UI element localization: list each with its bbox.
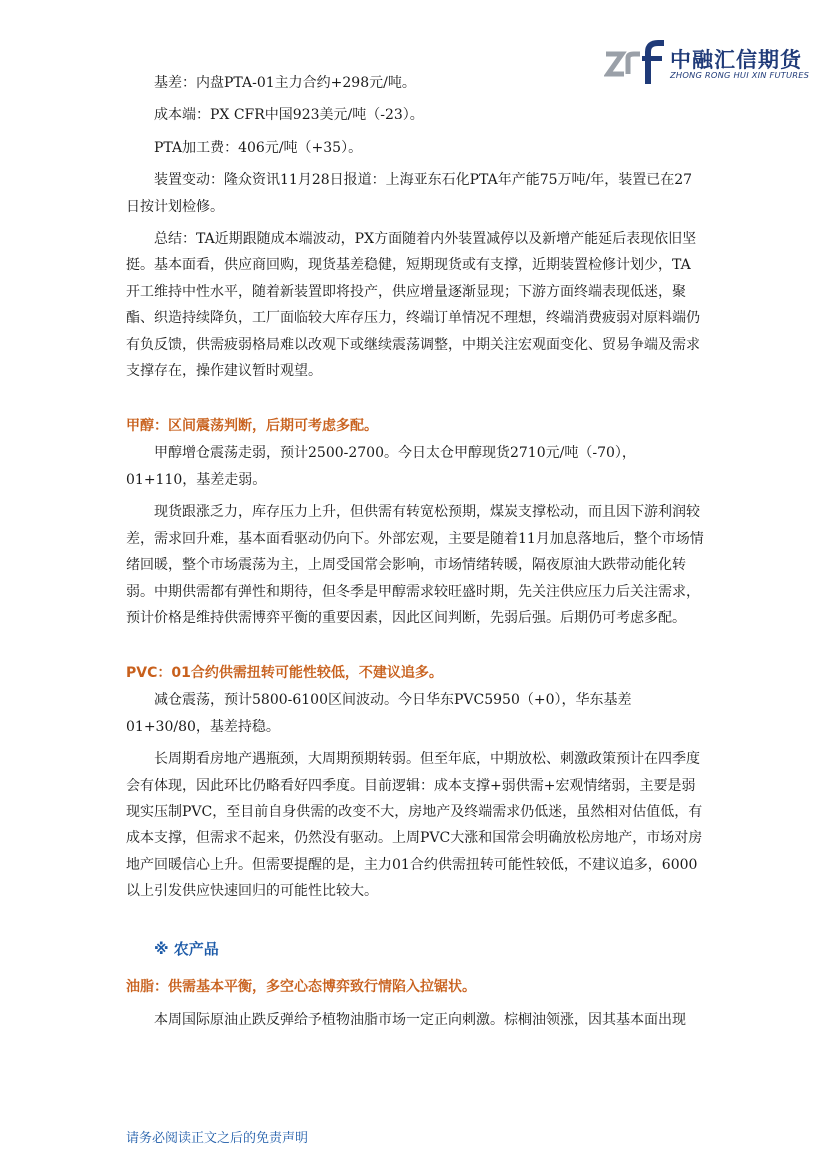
- disclaimer-footer: 请务必阅读正文之后的免责声明: [126, 1131, 309, 1146]
- methanol-heading: 甲醇：区间震荡判断，后期可考虑多配。: [126, 418, 378, 435]
- pvc-heading: PVC：01合约供需扭转可能性较低，不建议追多。: [126, 665, 443, 682]
- logo-chinese-name: 中融汇信期货: [670, 48, 802, 72]
- pta-device-change: 装置变动：隆众资讯11月28日报道：上海亚东石化PTA年产能75万吨/年，装置已在27日按计划检修。: [126, 172, 693, 215]
- oil-heading: 油脂：供需基本平衡，多空心态博弈致行情陷入拉锯状。: [126, 978, 476, 995]
- pta-cost: 成本端：PX CFR中国923美元/吨（-23）。: [154, 107, 424, 124]
- methanol-paragraph-2: 现货跟涨乏力，库存压力上升，但供需有转宽松预期，煤炭支撑松动，而且因下游利润较差，需求回升难，基本面看驱动仍向下。外部宏观，主要是随着11月加息落地后，整个市场情绪回暖，整个市场震荡为主，上周受国常会影响，市场情绪转暖，隔夜原油大跌带动能化转弱。中期供需都有弹性和期待，但冬季是甲醇需求较旺盛时期，先关注供应压力后关注需求，预计价格是维持供需博弈平衡的重要因素，因此区间判断，先弱后强。后期仍可考虑多配。: [126, 504, 704, 626]
- agri-section-heading: ※ 农产品: [154, 939, 219, 958]
- pvc-paragraph-2: 长周期看房地产遇瓶颈，大周期预期转弱。但至年底，中期放松、刺激政策预计在四季度会有体现，因此环比仍略看好四季度。目前逻辑：成本支撑+弱供需+宏观情绪弱，主要是弱现实压制PVC，至目前自身供需的改变不大，房地产及终端需求仍低迷，虽然相对估值低，有成本支撑，但需求不起来，仍然没有驱动。上周PVC大涨和国常会明确放松房地产，市场对房地产回暖信心上升。但需要提醒的是，主力01合约供需扭转可能性较低，不建议追多，6000以上引发供应快速回归的可能性比较大。: [126, 751, 703, 900]
- pta-basis: 基差：内盘PTA-01主力合约+298元/吨。: [154, 75, 416, 91]
- methanol-paragraph-1: 甲醇增仓震荡走弱，预计2500-2700。今日太仓甲醇现货2710元/吨（-70），01+110，基差走弱。: [126, 445, 636, 488]
- report-body: [126, 70, 704, 1033]
- oil-paragraph-1: 本周国际原油止跌反弹给予植物油脂市场一定正向刺激。棕榈油领涨，因其基本面出现: [154, 1011, 686, 1028]
- pvc-paragraph-1: 减仓震荡，预计5800-6100区间波动。今日华东PVC5950（+0），华东基差01+30/80，基差持稳。: [126, 692, 632, 735]
- pta-summary: 总结：TA近期跟随成本端波动，PX方面随着内外装置减停以及新增产能延后表现依旧坚挺。基本面看，供应商回购，现货基差稳健，短期现货或有支撑，近期装置检修计划少，TA开工维持中性水平，随着新装置即将投产，供应增量逐渐显现；下游方面终端表现低迷，聚酯、织造持续降负，工厂面临较大库存压力，终端订单情况不理想，终端消费疲弱对原料端仍有负反馈，供需疲弱格局难以改观下或继续震荡调整，中期关注宏观面变化、贸易争端及需求支撑存在，操作建议暂时观望。: [126, 231, 700, 380]
- logo-english-name: ZHONG RONG HUI XIN FUTURES: [670, 70, 810, 80]
- pta-processing-fee: PTA加工费：406元/吨（+35）。: [154, 139, 363, 156]
